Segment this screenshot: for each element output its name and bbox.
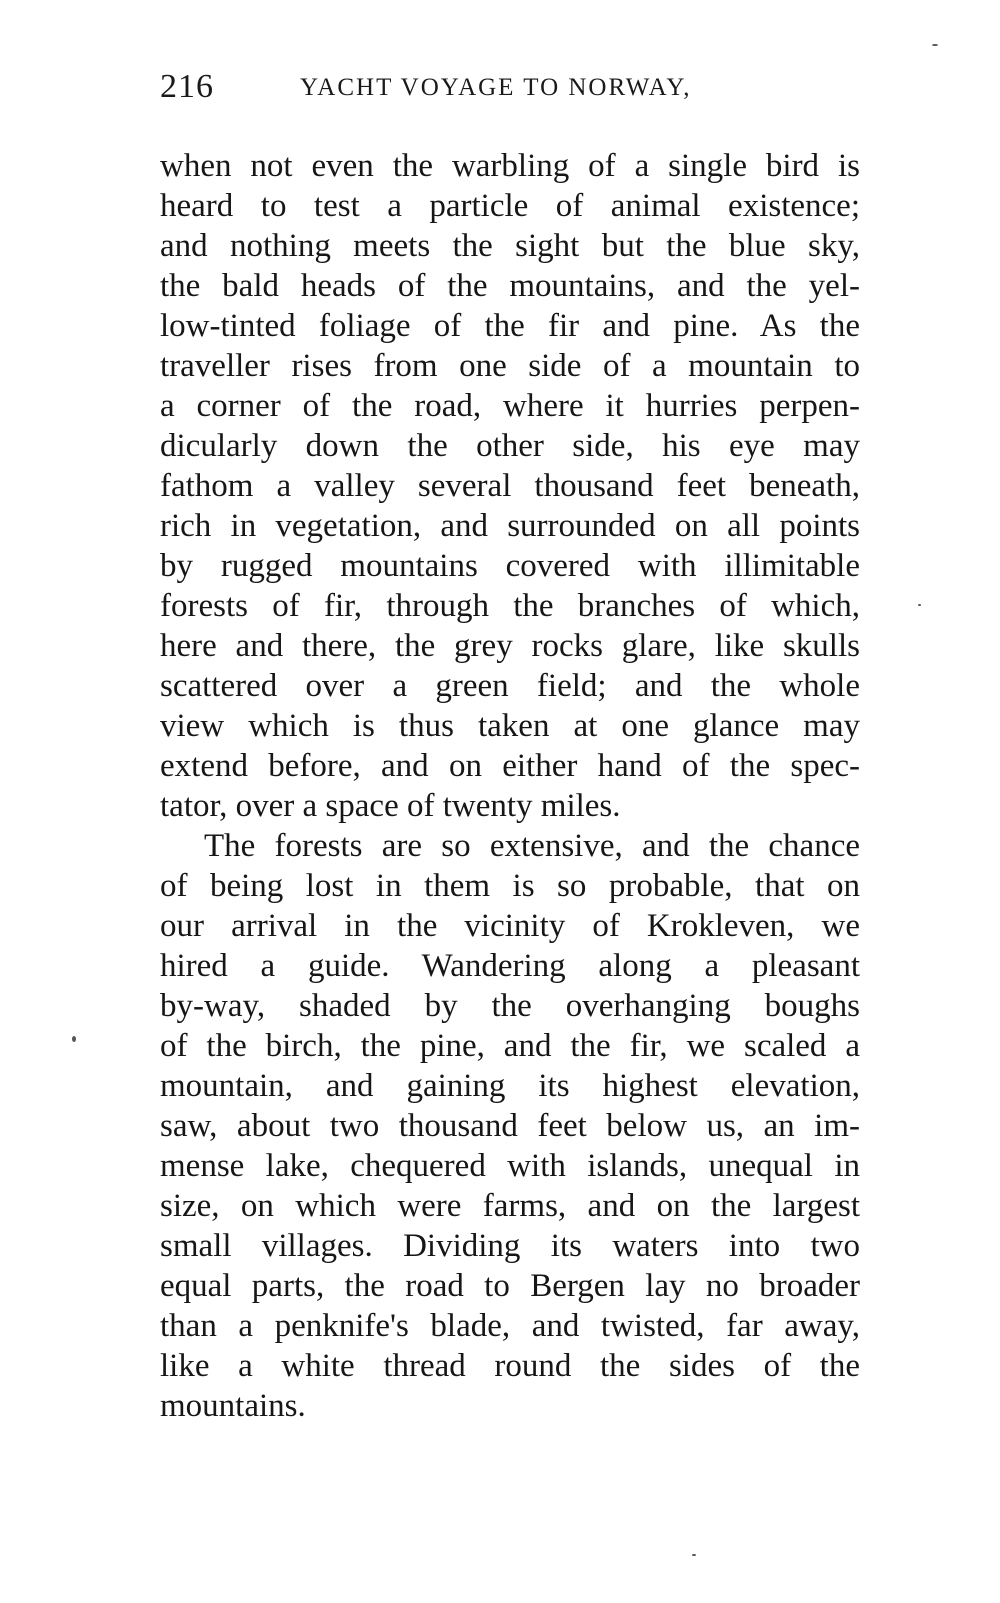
text-line: than a penknife's blade, and twisted, far away, <box>160 1308 860 1344</box>
text-line: tator, over a space of twenty miles. <box>160 788 621 824</box>
text-line: by-way, shaded by the overhanging boughs <box>160 988 860 1024</box>
scan-speck <box>72 1036 76 1042</box>
text-line: our arrival in the vicinity of Krokleven, we <box>160 908 860 944</box>
text-line: fathom a valley several thousand feet beneath, <box>160 468 860 504</box>
text-line: low-tinted foliage of the fir and pine. As the <box>160 308 860 344</box>
paragraph-2 <box>160 826 860 1426</box>
text-line: by rugged mountains covered with illimitable <box>160 548 860 584</box>
body-text <box>160 146 860 1426</box>
text-line: mountains. <box>160 1388 306 1424</box>
text-line: when not even the warbling of a single bird is <box>160 148 860 184</box>
scan-speck <box>932 44 938 46</box>
text-line: scattered over a green field; and the whole <box>160 668 860 704</box>
text-line: hired a guide. Wandering along a pleasant <box>160 948 860 984</box>
text-line: rich in vegetation, and surrounded on all points <box>160 508 860 544</box>
text-line: traveller rises from one side of a mountain to <box>160 348 860 384</box>
text-line: mense lake, chequered with islands, unequal in <box>160 1148 860 1184</box>
text-line: dicularly down the other side, his eye may <box>160 428 860 464</box>
text-line: extend before, and on either hand of the spec- <box>160 748 860 784</box>
text-line: equal parts, the road to Bergen lay no broader <box>160 1268 860 1304</box>
text-line: a corner of the road, where it hurries perpen- <box>160 388 860 424</box>
text-line: heard to test a particle of animal existence; <box>160 188 860 224</box>
text-line: like a white thread round the sides of the <box>160 1348 860 1384</box>
text-line: of being lost in them is so probable, that on <box>160 868 860 904</box>
text-line: saw, about two thousand feet below us, an im- <box>160 1108 860 1144</box>
scan-speck <box>692 1554 696 1556</box>
running-header <box>160 68 720 108</box>
page-number: 216 <box>160 68 214 105</box>
text-line: The forests are so extensive, and the chance <box>204 828 860 864</box>
text-line: here and there, the grey rocks glare, like skulls <box>160 628 860 664</box>
text-line: of the birch, the pine, and the fir, we scaled a <box>160 1028 860 1064</box>
text-line: size, on which were farms, and on the largest <box>160 1188 860 1224</box>
paragraph-1 <box>160 146 860 826</box>
text-line: the bald heads of the mountains, and the yel- <box>160 268 860 304</box>
running-title: YACHT VOYAGE TO NORWAY, <box>300 74 692 101</box>
text-line: small villages. Dividing its waters into two <box>160 1228 860 1264</box>
text-line: mountain, and gaining its highest elevation, <box>160 1068 860 1104</box>
text-line: and nothing meets the sight but the blue sky, <box>160 228 860 264</box>
text-line: forests of fir, through the branches of which, <box>160 588 860 624</box>
text-line: view which is thus taken at one glance may <box>160 708 860 744</box>
scan-speck <box>918 604 921 606</box>
